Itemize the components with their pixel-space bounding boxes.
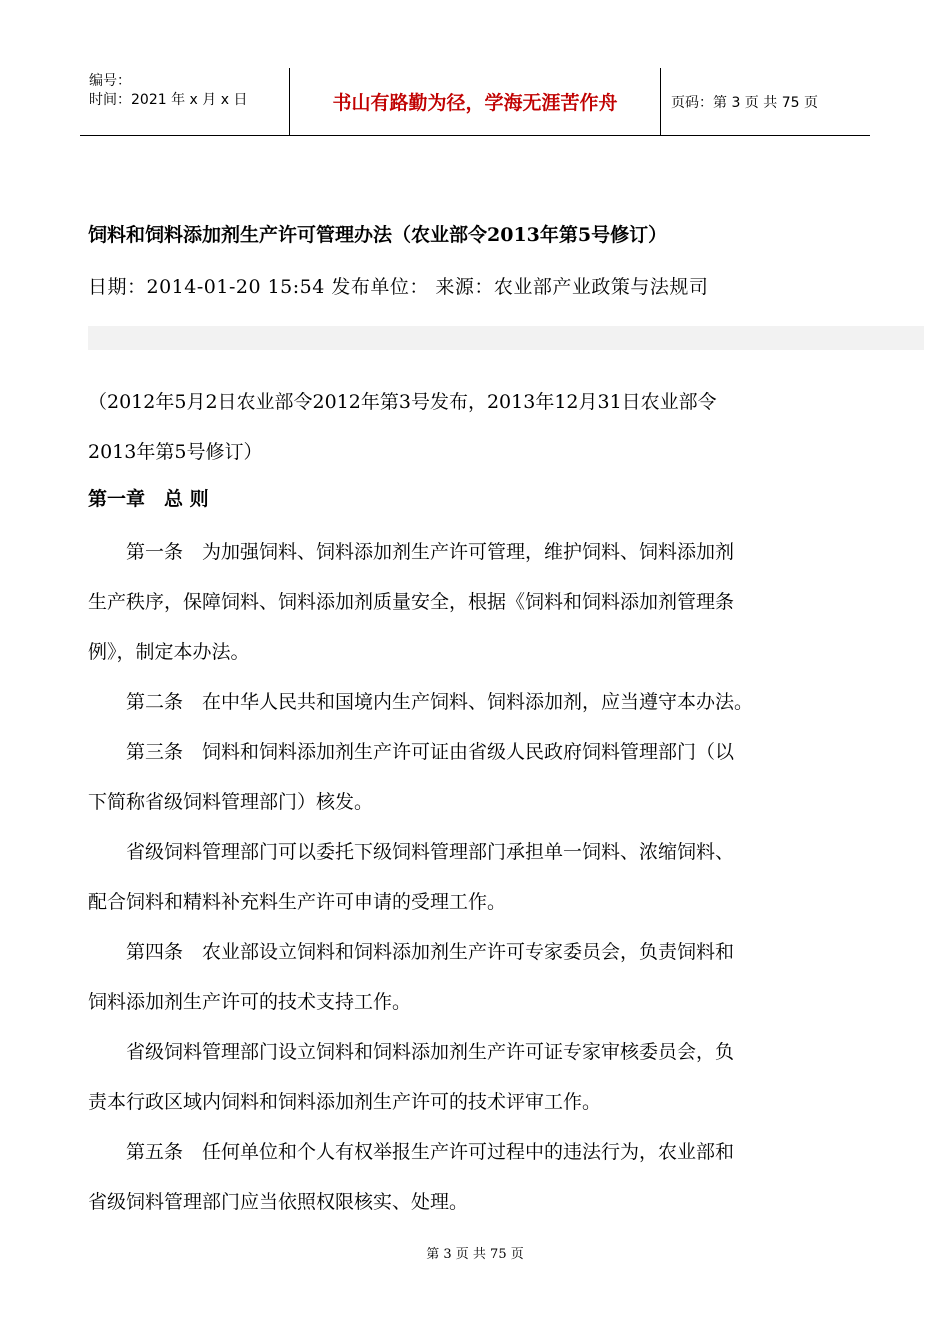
body-line: 省级饲料管理部门设立饲料和饲料添加剂生产许可证专家审核委员会，负	[88, 1041, 735, 1063]
body-line: 第三条 饲料和饲料添加剂生产许可证由省级人民政府饲料管理部门（以	[88, 741, 735, 763]
date-line: 时间：2021 年 x 月 x 日	[89, 92, 248, 108]
header-left-cell	[80, 68, 290, 136]
body-line: 责本行政区域内饲料和饲料添加剂生产许可的技术评审工作。	[88, 1091, 602, 1113]
body-line: 例》，制定本办法。	[88, 641, 250, 663]
page-header-table	[80, 68, 870, 136]
motto: 书山有路勤为径，学海无涯苦作舟	[290, 68, 661, 136]
body-line: 饲料添加剂生产许可的技术支持工作。	[88, 991, 412, 1013]
body-line: 第五条 任何单位和个人有权举报生产许可过程中的违法行为，农业部和	[88, 1141, 735, 1163]
body-line: （2012年5月2日农业部令2012年第3号发布，2013年12月31日农业部令	[88, 391, 717, 413]
body-line: 2013年第5号修订）	[88, 441, 263, 463]
body-line: 配合饲料和精料补充料生产许可申请的受理工作。	[88, 891, 507, 913]
chapter-heading: 第一章 总 则	[88, 488, 209, 510]
body-line: 下简称省级饲料管理部门）核发。	[88, 791, 374, 813]
document-meta: 日期：2014-01-20 15:54 发布单位： 来源：农业部产业政策与法规司	[88, 276, 709, 298]
body-line: 省级饲料管理部门可以委托下级饲料管理部门承担单一饲料、浓缩饲料、	[88, 841, 735, 863]
number-label: 编号：	[89, 73, 131, 89]
page-footer: 第 3 页 共 75 页	[426, 1247, 524, 1262]
page-info: 页码：第 3 页 共 75 页	[661, 68, 871, 136]
body-line: 生产秩序，保障饲料、饲料添加剂质量安全，根据《饲料和饲料添加剂管理条	[88, 591, 735, 613]
body-line: 第四条 农业部设立饲料和饲料添加剂生产许可专家委员会，负责饲料和	[88, 941, 735, 963]
divider-bar	[88, 326, 924, 350]
body-line: 第二条 在中华人民共和国境内生产饲料、饲料添加剂，应当遵守本办法。	[88, 691, 754, 713]
body-line: 省级饲料管理部门应当依照权限核实、处理。	[88, 1191, 469, 1213]
body-line: 第一条 为加强饲料、饲料添加剂生产许可管理，维护饲料、饲料添加剂	[88, 541, 735, 563]
document-title: 饲料和饲料添加剂生产许可管理办法（农业部令2013年第5号修订）	[88, 224, 668, 246]
